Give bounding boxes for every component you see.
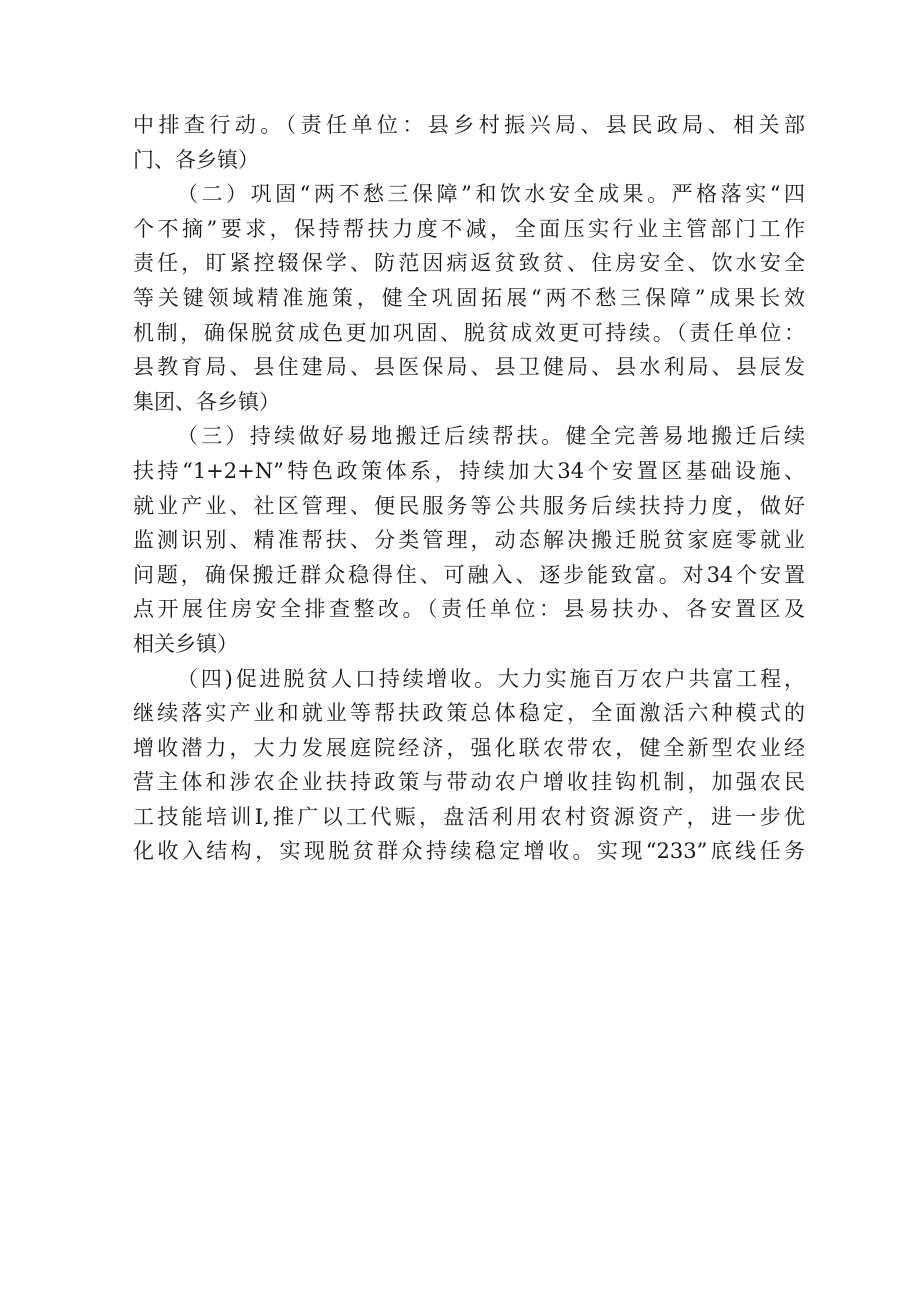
paragraph: [133, 662, 805, 870]
text-line: 县教育局、县住建局、县医保局、县卫健局、县水利局、县辰发: [133, 355, 805, 380]
text-line: 工技能培训I,推广以工代赈，盘活利用农村资源资产，进一步优: [133, 804, 805, 829]
text-line: 门、各乡镇）: [133, 147, 259, 172]
text-line: 点开展住房安全排查整改。（责任单位：县易扶办、各安置区及: [133, 597, 805, 622]
text-line: （三）持续做好易地搬迁后续帮扶。健全完善易地搬迁后续: [177, 424, 805, 449]
text-line: 个不摘”要求，保持帮扶力度不减，全面压实行业主管部门工作: [133, 216, 805, 241]
paragraph: [133, 419, 805, 661]
text-line: 问题，确保搬迁群众稳得住、可融入、逐步能致富。对34个安置: [133, 562, 805, 587]
body-text: [133, 108, 805, 869]
text-line: 就业产业、社区管理、便民服务等公共服务后续扶持力度，做好: [133, 493, 805, 518]
text-line: 集团、各乡镇）: [133, 389, 280, 414]
text-line: 化收入结构，实现脱贫群众持续稳定增收。实现“233”底线任务: [133, 839, 805, 864]
text-line: 监测识别、精准帮扶、分类管理，动态解决搬迁脱贫家庭零就业: [133, 528, 805, 553]
text-line: 责任，盯紧控辍保学、防范因病返贫致贫、住房安全、饮水安全: [133, 251, 805, 276]
text-line: 中排查行动。（责任单位：县乡村振兴局、县民政局、相关部: [133, 113, 805, 137]
text-line: 继续落实产业和就业等帮扶政策总体稳定，全面激活六种模式的: [133, 701, 805, 726]
text-line: 增收潜力，大力发展庭院经济，强化联农带农，健全新型农业经: [133, 735, 805, 760]
text-line: 营主体和涉农企业扶持政策与带动农户增收挂钩机制，加强农民: [133, 770, 805, 795]
paragraph: [133, 177, 805, 419]
paragraph: [133, 108, 805, 177]
text-line: （二）巩固“两不愁三保障”和饮水安全成果。严格落实“四: [177, 182, 805, 207]
text-line: 相关乡镇）: [133, 631, 238, 656]
text-line: 机制，确保脱贫成色更加巩固、脱贫成效更可持续。（责任单位：: [133, 320, 805, 345]
text-line: 等关键领域精准施策，健全巩固拓展“两不愁三保障”成果长效: [133, 285, 805, 310]
text-line: 扶持“1+2+N”特色政策体系，持续加大34个安置区基础设施、: [133, 458, 805, 483]
text-line: （四)促进脱贫人口持续增收。大力实施百万农户共富工程，: [177, 666, 805, 691]
